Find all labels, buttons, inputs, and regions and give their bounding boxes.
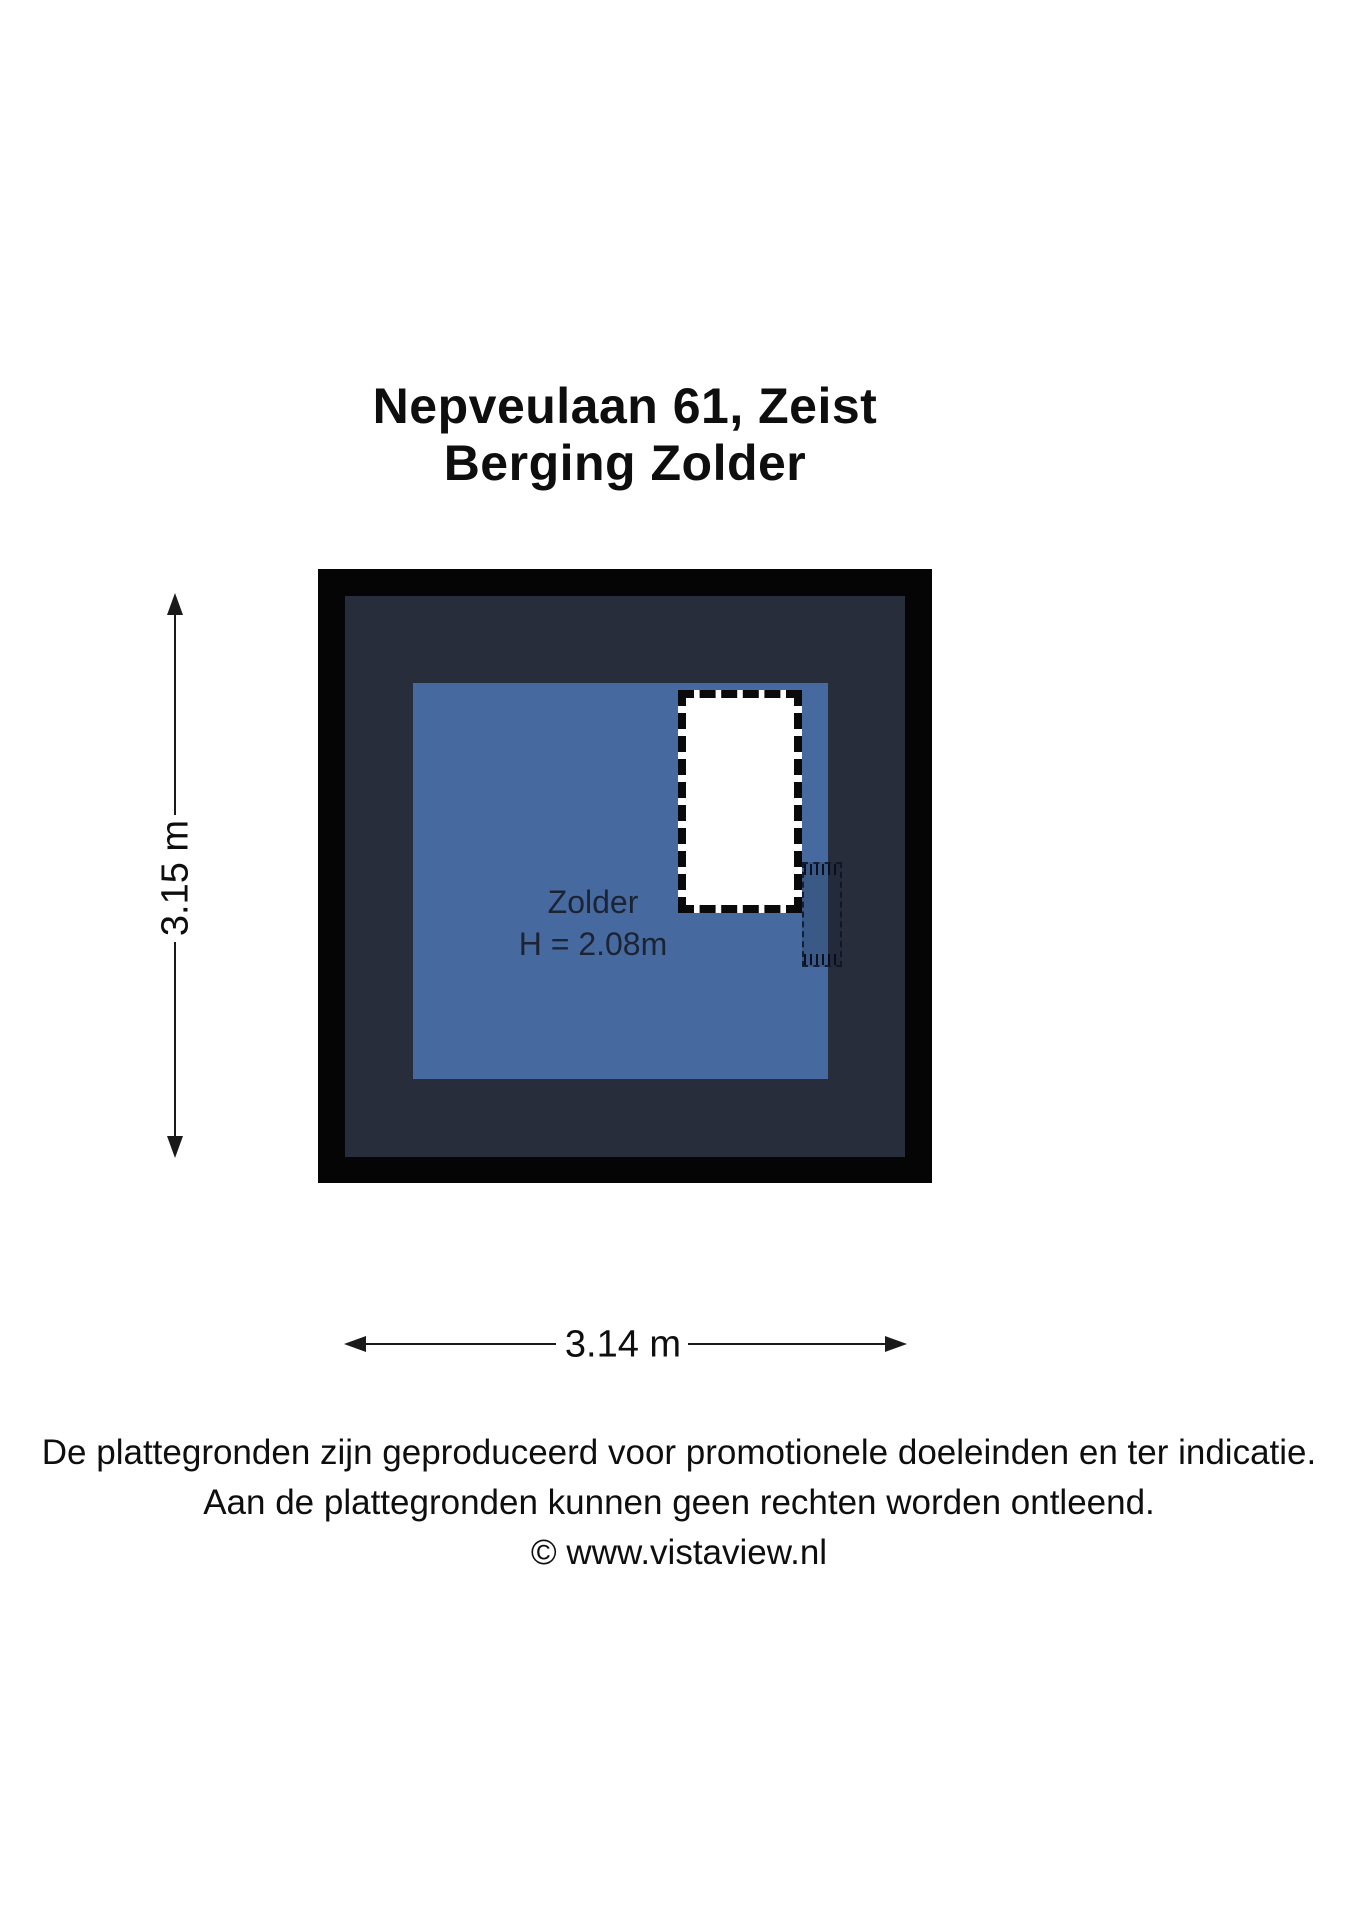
room-name-label: Zolder [547, 884, 639, 920]
vertical-dim-label: 3.15 m [154, 819, 197, 937]
stair-tread-hatch-top [804, 864, 840, 875]
disclaimer [0, 1428, 1358, 1578]
horizontal-dim-line-right [688, 1343, 886, 1345]
room-height-label: H = 2.08m [518, 926, 668, 962]
arrow-right-icon [885, 1336, 907, 1352]
vertical-dim-line-upper [174, 612, 176, 815]
title-floor: Berging Zolder [443, 435, 807, 491]
arrow-down-icon [167, 1136, 183, 1158]
horizontal-dim-line-left [363, 1343, 556, 1345]
room-label-group [433, 881, 753, 965]
copyright-line: © www.vistaview.nl [530, 1533, 828, 1572]
vertical-dim-line-lower [174, 942, 176, 1140]
floorplan [318, 569, 932, 1183]
horizontal-dim-label: 3.14 m [564, 1323, 682, 1366]
page-title [248, 378, 1002, 492]
stairs-icon [802, 862, 842, 967]
disclaimer-line-2: Aan de plattegronden kunnen geen rechten worden ontleend. [203, 1483, 1155, 1522]
stair-tread-hatch-bottom [804, 954, 840, 965]
title-address: Nepveulaan 61, Zeist [372, 378, 878, 434]
disclaimer-line-1: De plattegronden zijn geproduceerd voor promotionele doeleinden en ter indicatie. [41, 1433, 1317, 1472]
stair-void [678, 690, 802, 913]
